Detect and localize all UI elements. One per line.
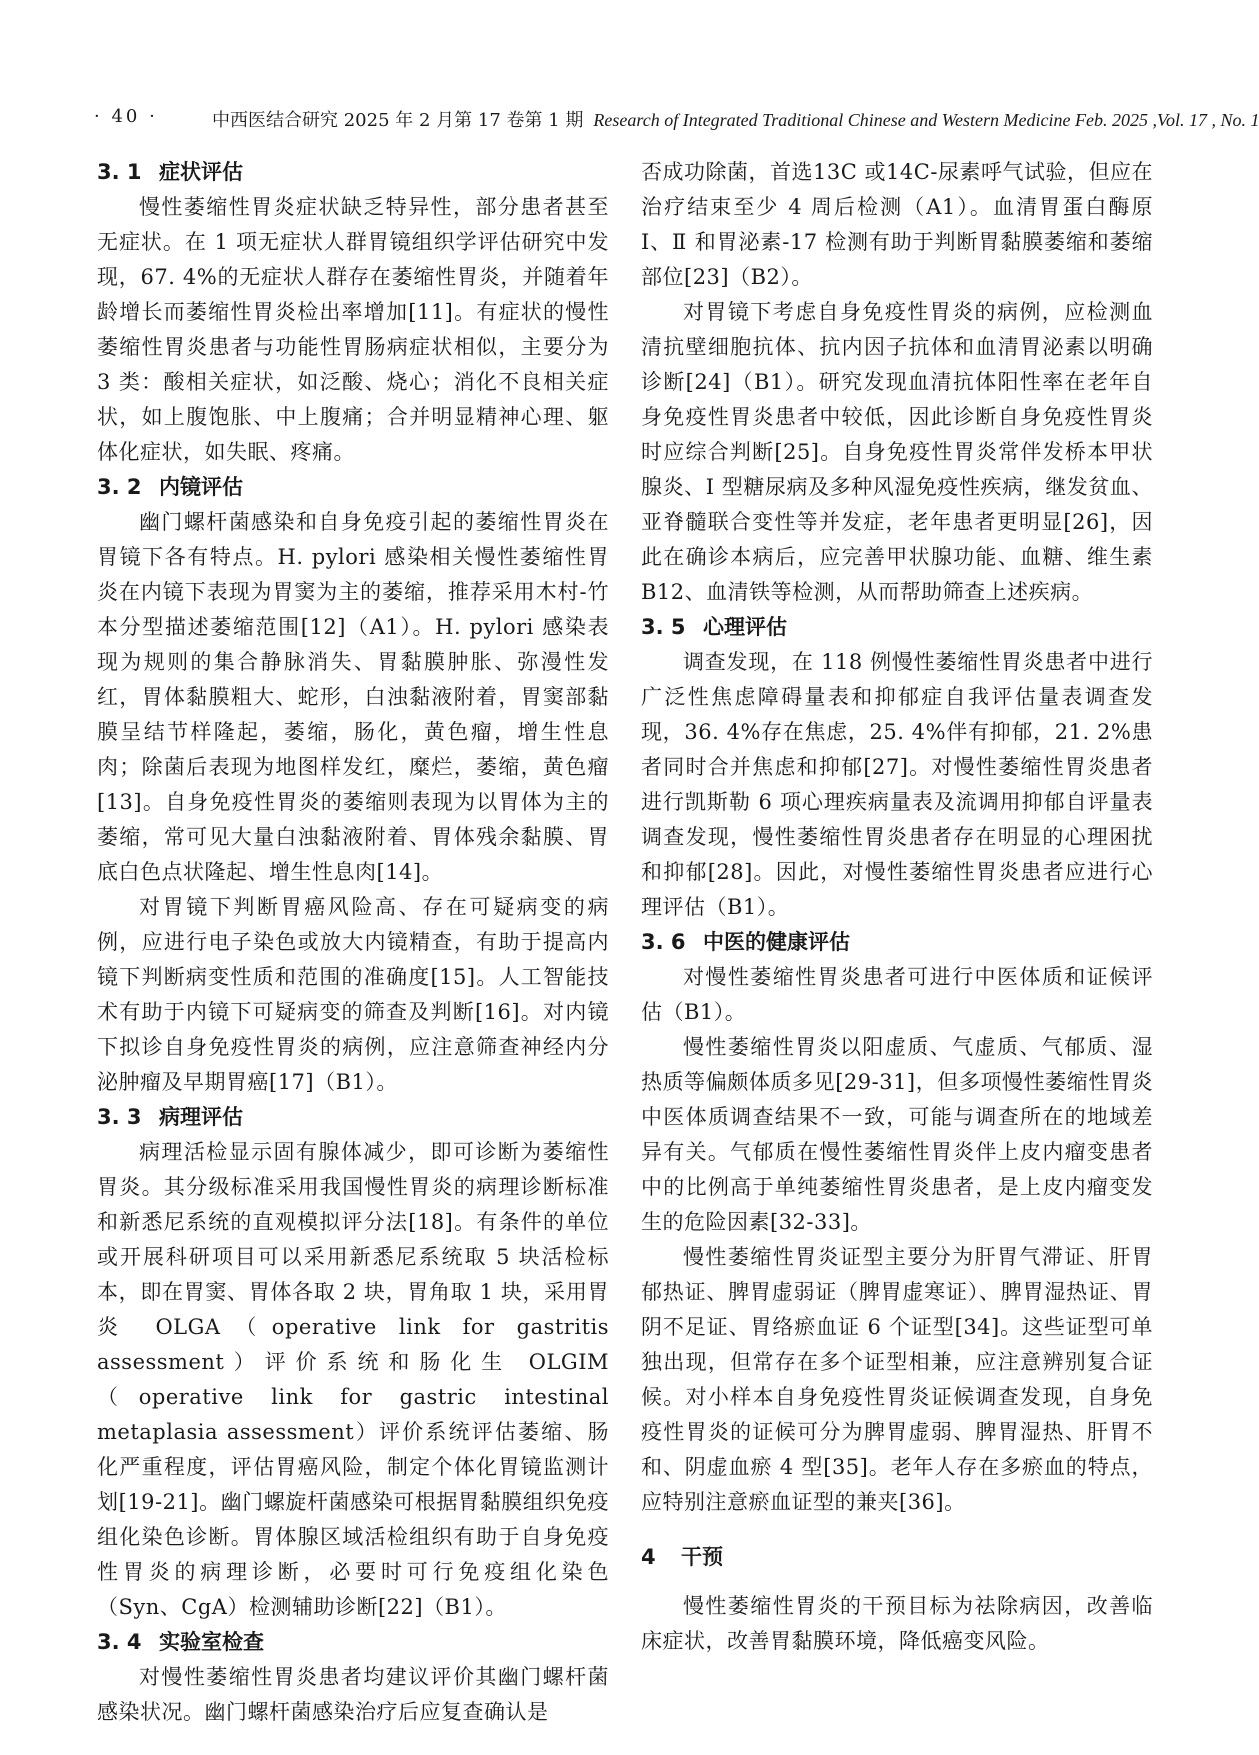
section-heading-3-4 <box>97 1625 609 1660</box>
section-heading-3-5 <box>641 610 1153 645</box>
paragraph: 对胃镜下考虑自身免疫性胃炎的病例，应检测血清抗壁细胞抗体、抗内因子抗体和血清胃泌素以明确诊断[24]（B1）。研究发现血清抗体阳性率在老年自身免疫性胃炎患者中较低，因此诊断自身免疫性胃炎时应综合判断[25]。自身免疫性胃炎常伴发桥本甲状腺炎、Ⅰ 型糖尿病及多种风湿免疫性疾病，继发贫血、亚脊髓联合变性等并发症，老年患者更明显[26]，因此在确诊本病后，应完善甲状腺功能、血糖、维生素 B12、血清铁等检测，从而帮助筛查上述疾病。 <box>641 300 1153 604</box>
section-number: 3. 1 <box>97 160 142 184</box>
section-title: 内镜评估 <box>159 475 243 499</box>
paragraph: 慢性萎缩性胃炎证型主要分为肝胃气滞证、肝胃郁热证、脾胃虚弱证（脾胃虚寒证）、脾胃湿热证、胃阴不足证、胃络瘀血证 6 个证型[34]。这些证型可单独出现，但常存在多个证型相兼，应注意辨别复合证候。对小样本自身免疫性胃炎证候调查发现，自身免疫性胃炎的证候可分为脾胃虚弱、脾胃湿热、肝胃不和、阴虚血瘀 4 型[35]。老年人存在多瘀血的特点，应特别注意瘀血证型的兼夹[36]。 <box>641 1245 1153 1514</box>
section-number: 3. 6 <box>641 930 686 954</box>
paragraph: 调查发现，在 118 例慢性萎缩性胃炎患者中进行广泛性焦虑障碍量表和抑郁症自我评估量表调查发现，36. 4%存在焦虑，25. 4%伴有抑郁，21. 2%患者同时合并焦虑和抑郁[27]。对慢性萎缩性胃炎患者进行凯斯勒 6 项心理疾病量表及流调用抑郁自评量表调查发现，慢性萎缩性胃炎患者存在明显的心理困扰和抑郁[28]。因此，对慢性萎缩性胃炎患者应进行心理评估（B1）。 <box>641 650 1153 919</box>
paragraph-continued: 否成功除菌，首选13C 或14C-尿素呼气试验，但应在治疗结束至少 4 周后检测（A1）。血清胃蛋白酶原 Ⅰ、Ⅱ 和胃泌素-17 检测有助于判断胃黏膜萎缩和萎缩部位[23]（B2）。 <box>641 160 1153 289</box>
section-title: 病理评估 <box>159 1105 243 1129</box>
section-heading-3-1 <box>97 155 609 190</box>
paragraph: 慢性萎缩性胃炎的干预目标为祛除病因，改善临床症状，改善胃黏膜环境，降低癌变风险。 <box>641 1594 1153 1653</box>
section-heading-3-6 <box>641 925 1153 960</box>
section-title: 干预 <box>681 1545 723 1569</box>
paragraph: 慢性萎缩性胃炎以阳虚质、气虚质、气郁质、湿热质等偏颇体质多见[29-31]，但多项慢性萎缩性胃炎中医体质调查结果不一致，可能与调查所在的地域差异有关。气郁质在慢性萎缩性胃炎伴上皮内瘤变患者中的比例高于单纯萎缩性胃炎患者，是上皮内瘤变发生的危险因素[32-33]。 <box>641 1035 1153 1234</box>
section-heading-3-2 <box>97 470 609 505</box>
section-gap <box>641 1575 1153 1589</box>
journal-title-en: Research of Integrated Traditional Chinese and Western Medicine Feb. 2025 ,Vol. 17 , No. 1 <box>593 110 1259 130</box>
section-title: 心理评估 <box>703 615 787 639</box>
section-title: 症状评估 <box>159 160 243 184</box>
paragraph: 病理活检显示固有腺体减少，即可诊断为萎缩性胃炎。其分级标准采用我国慢性胃炎的病理诊断标准和新悉尼系统的直观模拟评分法[18]。有条件的单位或开展科研项目可以采用新悉尼系统取 5 块活检标本，即在胃窦、胃体各取 2 块，胃角取 1 块，采用胃炎 OLGA（operative link for gastritis assessment）评价系统和肠化生 OLGIM（operative link for gastric intestinal metaplasia assessment）评价系统评估萎缩、肠化严重程度，评估胃癌风险，制定个体化胃镜监测计划[19-21]。幽门螺旋杆菌感染可根据胃黏膜组织免疫组化染色诊断。胃体腺区域活检组织有助于自身免疫性胃炎的病理诊断，必要时可行免疫组化染色（Syn、CgA）检测辅助诊断[22]（B1）。 <box>97 1140 609 1619</box>
paragraph: 幽门螺杆菌感染和自身免疫引起的萎缩性胃炎在胃镜下各有特点。H. pylori 感染相关慢性萎缩性胃炎在内镜下表现为胃窦为主的萎缩，推荐采用木村-竹本分型描述萎缩范围[12]（A1）。H. pylori 感染表现为规则的集合静脉消失、胃黏膜肿胀、弥漫性发红，胃体黏膜粗大、蛇形，白浊黏液附着，胃窦部黏膜呈结节样隆起，萎缩，肠化，黄色瘤，增生性息肉；除菌后表现为地图样发红，糜烂，萎缩，黄色瘤[13]。自身免疫性胃炎的萎缩则表现为以胃体为主的萎缩，常可见大量白浊黏液附着、胃体残余黏膜、胃底白色点状隆起、增生性息肉[14]。 <box>97 510 609 884</box>
section-number: 3. 2 <box>97 475 142 499</box>
right-column <box>641 155 1153 1659</box>
section-title: 实验室检查 <box>159 1630 264 1654</box>
section-number: 4 <box>641 1545 656 1569</box>
section-number: 3. 5 <box>641 615 686 639</box>
journal-title <box>212 106 1259 132</box>
running-header <box>82 104 1259 134</box>
section-heading-4 <box>641 1540 1153 1575</box>
paragraph: 对胃镜下判断胃癌风险高、存在可疑病变的病例，应进行电子染色或放大内镜精查，有助于提高内镜下判断病变性质和范围的准确度[15]。人工智能技术有助于内镜下可疑病变的筛查及判断[16]。对内镜下拟诊自身免疫性胃炎的病例，应注意筛查神经内分泌肿瘤及早期胃癌[17]（B1）。 <box>97 895 609 1094</box>
left-column <box>97 155 609 1730</box>
paragraph: 慢性萎缩性胃炎症状缺乏特异性，部分患者甚至无症状。在 1 项无症状人群胃镜组织学评估研究中发现，67. 4%的无症状人群存在萎缩性胃炎，并随着年龄增长而萎缩性胃炎检出率增加[11]。有症状的慢性萎缩性胃炎患者与功能性胃肠病症状相似，主要分为 3 类：酸相关症状，如泛酸、烧心；消化不良相关症状，如上腹饱胀、中上腹痛；合并明显精神心理、躯体化症状，如失眠、疼痛。 <box>97 195 609 464</box>
journal-title-cn: 中西医结合研究 2025 年 2 月第 17 卷第 1 期 <box>212 110 584 131</box>
section-heading-3-3 <box>97 1100 609 1135</box>
section-title: 中医的健康评估 <box>703 930 850 954</box>
section-number: 3. 4 <box>97 1630 142 1654</box>
section-number: 3. 3 <box>97 1105 142 1129</box>
page-number: · 40 · <box>94 106 158 127</box>
paragraph: 对慢性萎缩性胃炎患者均建议评价其幽门螺杆菌感染状况。幽门螺杆菌感染治疗后应复查确认是 <box>97 1665 609 1724</box>
section-gap <box>641 1520 1153 1540</box>
paragraph: 对慢性萎缩性胃炎患者可进行中医体质和证候评估（B1）。 <box>641 965 1153 1024</box>
